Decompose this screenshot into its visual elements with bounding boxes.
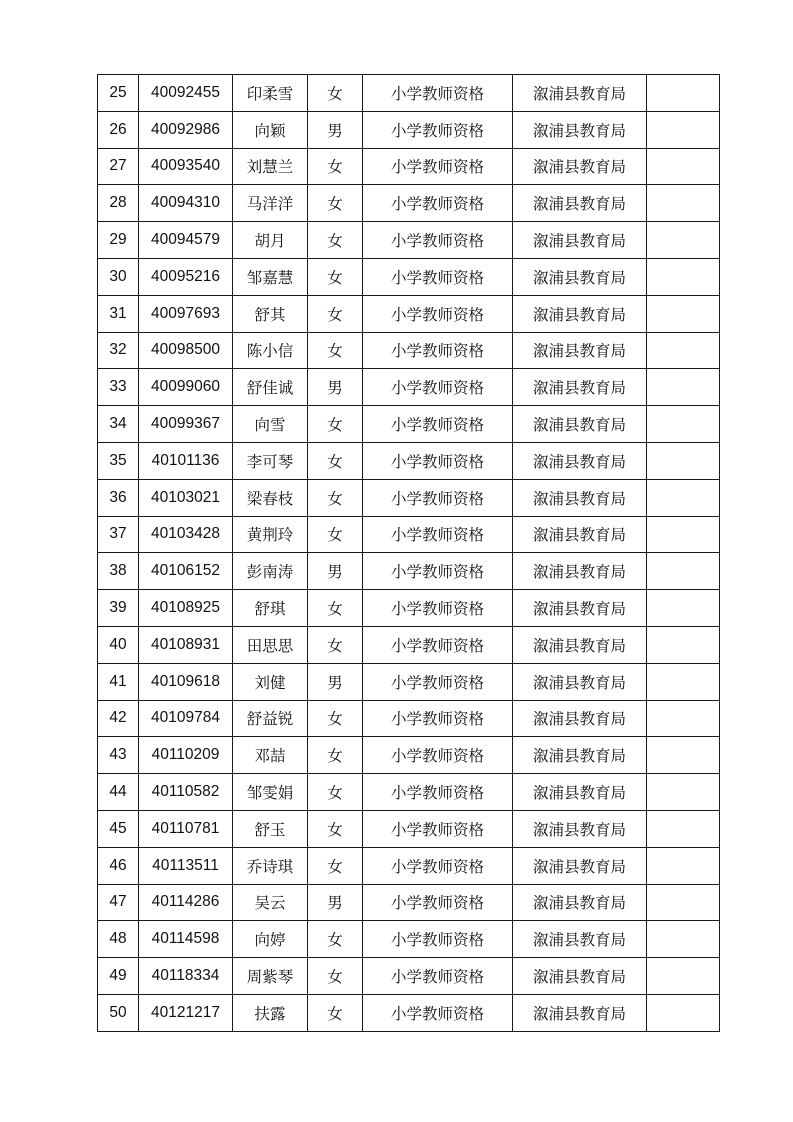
- issuing-organization-cell: 溆浦县教育局: [513, 258, 647, 295]
- table-row: [98, 148, 720, 185]
- table-row: [98, 295, 720, 332]
- candidate-sex-cell: 女: [308, 295, 363, 332]
- candidate-name-cell: 彭南涛: [233, 553, 308, 590]
- candidate-sex-cell: 女: [308, 258, 363, 295]
- issuing-organization-cell: 溆浦县教育局: [513, 884, 647, 921]
- remarks-cell: [647, 258, 720, 295]
- qualification-type-cell: 小学教师资格: [363, 406, 513, 443]
- qualification-type-cell: 小学教师资格: [363, 332, 513, 369]
- candidate-id-cell: 40093540: [139, 148, 233, 185]
- qualification-type-cell: 小学教师资格: [363, 185, 513, 222]
- issuing-organization-cell: 溆浦县教育局: [513, 921, 647, 958]
- candidate-sex-cell: 女: [308, 847, 363, 884]
- remarks-cell: [647, 479, 720, 516]
- row-index-cell: 45: [98, 810, 139, 847]
- issuing-organization-cell: 溆浦县教育局: [513, 847, 647, 884]
- table-row: [98, 222, 720, 259]
- candidate-sex-cell: 男: [308, 663, 363, 700]
- candidate-sex-cell: 女: [308, 148, 363, 185]
- issuing-organization-cell: 溆浦县教育局: [513, 185, 647, 222]
- candidate-sex-cell: 女: [308, 442, 363, 479]
- candidate-sex-cell: 女: [308, 994, 363, 1031]
- candidate-id-cell: 40114286: [139, 884, 233, 921]
- candidate-sex-cell: 女: [308, 479, 363, 516]
- table-row: [98, 810, 720, 847]
- candidate-name-cell: 邓喆: [233, 737, 308, 774]
- table-row: [98, 111, 720, 148]
- issuing-organization-cell: 溆浦县教育局: [513, 111, 647, 148]
- table-row: [98, 369, 720, 406]
- table-row: [98, 994, 720, 1031]
- issuing-organization-cell: 溆浦县教育局: [513, 295, 647, 332]
- candidate-name-cell: 舒佳诚: [233, 369, 308, 406]
- remarks-cell: [647, 921, 720, 958]
- qualification-type-cell: 小学教师资格: [363, 75, 513, 112]
- candidate-name-cell: 舒玉: [233, 810, 308, 847]
- qualification-type-cell: 小学教师资格: [363, 994, 513, 1031]
- issuing-organization-cell: 溆浦县教育局: [513, 222, 647, 259]
- remarks-cell: [647, 774, 720, 811]
- candidate-sex-cell: 女: [308, 737, 363, 774]
- candidate-sex-cell: 女: [308, 700, 363, 737]
- candidate-id-cell: 40106152: [139, 553, 233, 590]
- qualification-type-cell: 小学教师资格: [363, 516, 513, 553]
- table-row: [98, 884, 720, 921]
- qualification-type-cell: 小学教师资格: [363, 111, 513, 148]
- issuing-organization-cell: 溆浦县教育局: [513, 590, 647, 627]
- candidate-id-cell: 40113511: [139, 847, 233, 884]
- row-index-cell: 42: [98, 700, 139, 737]
- remarks-cell: [647, 222, 720, 259]
- table-row: [98, 700, 720, 737]
- remarks-cell: [647, 295, 720, 332]
- candidate-sex-cell: 女: [308, 222, 363, 259]
- row-index-cell: 41: [98, 663, 139, 700]
- candidate-sex-cell: 男: [308, 553, 363, 590]
- row-index-cell: 32: [98, 332, 139, 369]
- qualification-type-cell: 小学教师资格: [363, 663, 513, 700]
- table-row: [98, 332, 720, 369]
- remarks-cell: [647, 111, 720, 148]
- candidate-sex-cell: 女: [308, 185, 363, 222]
- qualification-type-cell: 小学教师资格: [363, 810, 513, 847]
- qualification-type-cell: 小学教师资格: [363, 442, 513, 479]
- row-index-cell: 33: [98, 369, 139, 406]
- row-index-cell: 49: [98, 958, 139, 995]
- issuing-organization-cell: 溆浦县教育局: [513, 774, 647, 811]
- candidate-id-cell: 40121217: [139, 994, 233, 1031]
- remarks-cell: [647, 75, 720, 112]
- candidate-id-cell: 40110781: [139, 810, 233, 847]
- candidate-id-cell: 40099060: [139, 369, 233, 406]
- row-index-cell: 46: [98, 847, 139, 884]
- table-row: [98, 258, 720, 295]
- qualification-type-cell: 小学教师资格: [363, 222, 513, 259]
- issuing-organization-cell: 溆浦县教育局: [513, 479, 647, 516]
- row-index-cell: 26: [98, 111, 139, 148]
- remarks-cell: [647, 994, 720, 1031]
- row-index-cell: 27: [98, 148, 139, 185]
- candidate-id-cell: 40103428: [139, 516, 233, 553]
- issuing-organization-cell: 溆浦县教育局: [513, 406, 647, 443]
- row-index-cell: 31: [98, 295, 139, 332]
- remarks-cell: [647, 590, 720, 627]
- candidate-name-cell: 舒其: [233, 295, 308, 332]
- issuing-organization-cell: 溆浦县教育局: [513, 810, 647, 847]
- candidate-name-cell: 田思思: [233, 626, 308, 663]
- candidate-sex-cell: 男: [308, 111, 363, 148]
- table-row: [98, 847, 720, 884]
- candidate-name-cell: 马洋洋: [233, 185, 308, 222]
- qualification-type-cell: 小学教师资格: [363, 479, 513, 516]
- candidate-name-cell: 刘慧兰: [233, 148, 308, 185]
- candidate-name-cell: 陈小信: [233, 332, 308, 369]
- issuing-organization-cell: 溆浦县教育局: [513, 75, 647, 112]
- candidate-id-cell: 40101136: [139, 442, 233, 479]
- issuing-organization-cell: 溆浦县教育局: [513, 369, 647, 406]
- qualification-type-cell: 小学教师资格: [363, 553, 513, 590]
- candidate-sex-cell: 女: [308, 774, 363, 811]
- candidate-id-cell: 40103021: [139, 479, 233, 516]
- candidate-id-cell: 40099367: [139, 406, 233, 443]
- remarks-cell: [647, 810, 720, 847]
- row-index-cell: 44: [98, 774, 139, 811]
- candidate-name-cell: 向婷: [233, 921, 308, 958]
- row-index-cell: 25: [98, 75, 139, 112]
- issuing-organization-cell: 溆浦县教育局: [513, 663, 647, 700]
- candidate-sex-cell: 男: [308, 884, 363, 921]
- candidate-id-cell: 40108925: [139, 590, 233, 627]
- row-index-cell: 48: [98, 921, 139, 958]
- candidate-table-body: [98, 75, 720, 1032]
- qualification-type-cell: 小学教师资格: [363, 295, 513, 332]
- qualification-type-cell: 小学教师资格: [363, 774, 513, 811]
- qualification-type-cell: 小学教师资格: [363, 737, 513, 774]
- table-row: [98, 516, 720, 553]
- issuing-organization-cell: 溆浦县教育局: [513, 442, 647, 479]
- candidate-sex-cell: 女: [308, 958, 363, 995]
- candidate-table: [97, 74, 720, 1032]
- table-row: [98, 737, 720, 774]
- row-index-cell: 47: [98, 884, 139, 921]
- table-row: [98, 774, 720, 811]
- candidate-id-cell: 40092455: [139, 75, 233, 112]
- candidate-id-cell: 40094310: [139, 185, 233, 222]
- candidate-id-cell: 40097693: [139, 295, 233, 332]
- remarks-cell: [647, 185, 720, 222]
- table-row: [98, 626, 720, 663]
- remarks-cell: [647, 442, 720, 479]
- table-row: [98, 442, 720, 479]
- remarks-cell: [647, 369, 720, 406]
- candidate-sex-cell: 女: [308, 75, 363, 112]
- candidate-name-cell: 舒益锐: [233, 700, 308, 737]
- row-index-cell: 38: [98, 553, 139, 590]
- table-row: [98, 958, 720, 995]
- issuing-organization-cell: 溆浦县教育局: [513, 516, 647, 553]
- candidate-id-cell: 40092986: [139, 111, 233, 148]
- remarks-cell: [647, 332, 720, 369]
- remarks-cell: [647, 553, 720, 590]
- issuing-organization-cell: 溆浦县教育局: [513, 958, 647, 995]
- candidate-name-cell: 吴云: [233, 884, 308, 921]
- remarks-cell: [647, 148, 720, 185]
- qualification-type-cell: 小学教师资格: [363, 369, 513, 406]
- candidate-name-cell: 向颖: [233, 111, 308, 148]
- table-row: [98, 921, 720, 958]
- issuing-organization-cell: 溆浦县教育局: [513, 700, 647, 737]
- qualification-type-cell: 小学教师资格: [363, 847, 513, 884]
- candidate-name-cell: 胡月: [233, 222, 308, 259]
- candidate-id-cell: 40109784: [139, 700, 233, 737]
- remarks-cell: [647, 884, 720, 921]
- row-index-cell: 43: [98, 737, 139, 774]
- table-row: [98, 663, 720, 700]
- candidate-name-cell: 邹雯娟: [233, 774, 308, 811]
- qualification-type-cell: 小学教师资格: [363, 884, 513, 921]
- qualification-type-cell: 小学教师资格: [363, 626, 513, 663]
- issuing-organization-cell: 溆浦县教育局: [513, 553, 647, 590]
- candidate-id-cell: 40114598: [139, 921, 233, 958]
- row-index-cell: 28: [98, 185, 139, 222]
- row-index-cell: 35: [98, 442, 139, 479]
- issuing-organization-cell: 溆浦县教育局: [513, 626, 647, 663]
- candidate-sex-cell: 女: [308, 626, 363, 663]
- candidate-sex-cell: 女: [308, 516, 363, 553]
- candidate-sex-cell: 女: [308, 406, 363, 443]
- candidate-name-cell: 黄荆玲: [233, 516, 308, 553]
- qualification-type-cell: 小学教师资格: [363, 921, 513, 958]
- row-index-cell: 40: [98, 626, 139, 663]
- row-index-cell: 29: [98, 222, 139, 259]
- qualification-type-cell: 小学教师资格: [363, 590, 513, 627]
- issuing-organization-cell: 溆浦县教育局: [513, 994, 647, 1031]
- candidate-id-cell: 40110582: [139, 774, 233, 811]
- qualification-type-cell: 小学教师资格: [363, 700, 513, 737]
- remarks-cell: [647, 626, 720, 663]
- qualification-type-cell: 小学教师资格: [363, 148, 513, 185]
- remarks-cell: [647, 737, 720, 774]
- table-row: [98, 590, 720, 627]
- candidate-id-cell: 40109618: [139, 663, 233, 700]
- candidate-sex-cell: 女: [308, 332, 363, 369]
- candidate-name-cell: 向雪: [233, 406, 308, 443]
- candidate-sex-cell: 女: [308, 810, 363, 847]
- candidate-id-cell: 40098500: [139, 332, 233, 369]
- candidate-name-cell: 邹嘉慧: [233, 258, 308, 295]
- remarks-cell: [647, 700, 720, 737]
- table-row: [98, 406, 720, 443]
- row-index-cell: 34: [98, 406, 139, 443]
- issuing-organization-cell: 溆浦县教育局: [513, 737, 647, 774]
- remarks-cell: [647, 663, 720, 700]
- candidate-id-cell: 40118334: [139, 958, 233, 995]
- candidate-name-cell: 印柔雪: [233, 75, 308, 112]
- row-index-cell: 30: [98, 258, 139, 295]
- qualification-type-cell: 小学教师资格: [363, 958, 513, 995]
- candidate-id-cell: 40094579: [139, 222, 233, 259]
- remarks-cell: [647, 958, 720, 995]
- row-index-cell: 37: [98, 516, 139, 553]
- candidate-name-cell: 李可琴: [233, 442, 308, 479]
- issuing-organization-cell: 溆浦县教育局: [513, 332, 647, 369]
- candidate-name-cell: 扶露: [233, 994, 308, 1031]
- table-row: [98, 553, 720, 590]
- candidate-name-cell: 刘健: [233, 663, 308, 700]
- candidate-sex-cell: 女: [308, 921, 363, 958]
- qualification-type-cell: 小学教师资格: [363, 258, 513, 295]
- issuing-organization-cell: 溆浦县教育局: [513, 148, 647, 185]
- row-index-cell: 36: [98, 479, 139, 516]
- candidate-sex-cell: 女: [308, 590, 363, 627]
- row-index-cell: 39: [98, 590, 139, 627]
- remarks-cell: [647, 406, 720, 443]
- remarks-cell: [647, 516, 720, 553]
- candidate-id-cell: 40095216: [139, 258, 233, 295]
- candidate-id-cell: 40108931: [139, 626, 233, 663]
- table-row: [98, 75, 720, 112]
- table-row: [98, 185, 720, 222]
- candidate-name-cell: 舒琪: [233, 590, 308, 627]
- candidate-id-cell: 40110209: [139, 737, 233, 774]
- table-row: [98, 479, 720, 516]
- remarks-cell: [647, 847, 720, 884]
- row-index-cell: 50: [98, 994, 139, 1031]
- candidate-name-cell: 周紫琴: [233, 958, 308, 995]
- candidate-sex-cell: 男: [308, 369, 363, 406]
- candidate-name-cell: 乔诗琪: [233, 847, 308, 884]
- candidate-name-cell: 梁春枝: [233, 479, 308, 516]
